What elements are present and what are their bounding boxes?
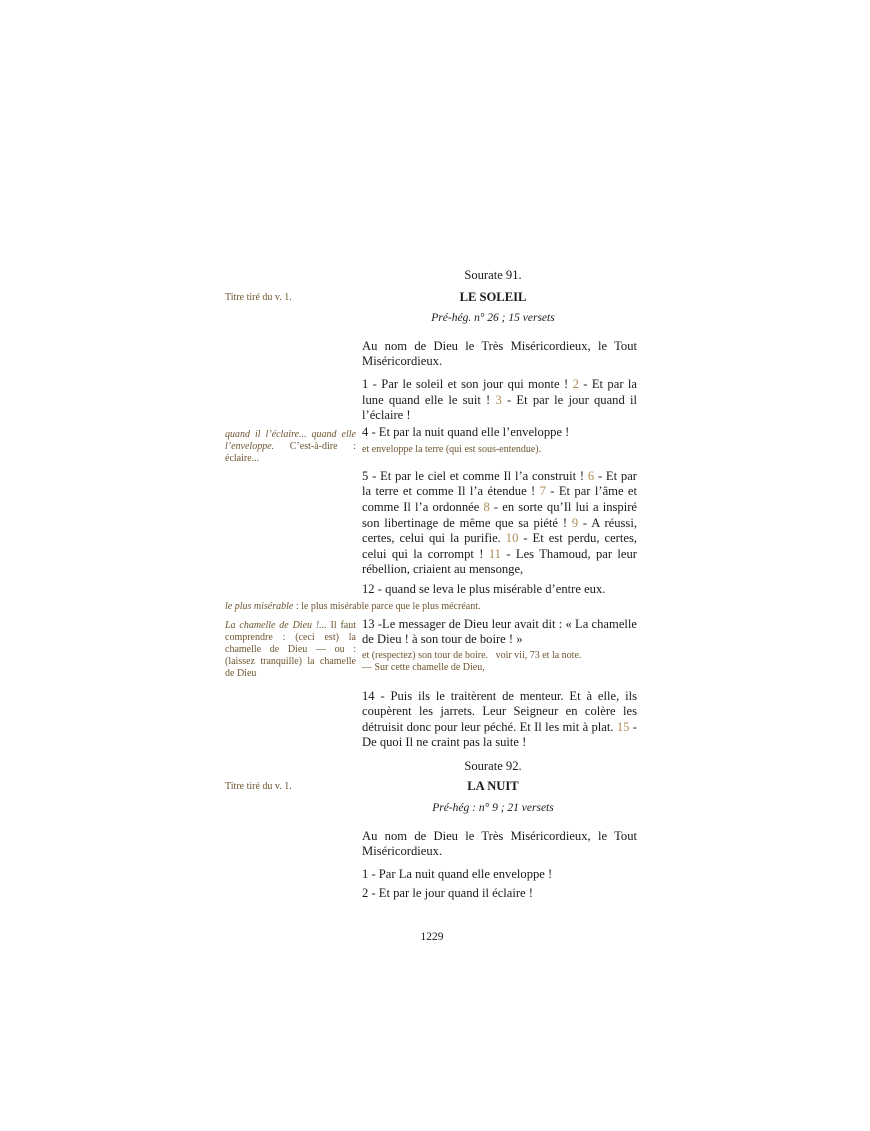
verse-text: - Et par la terre et comme Il l’a étendue ! [362,468,637,499]
surah-91-number: Sourate 91. [464,268,522,282]
verse-91-13: 13 -Le messager de Dieu leur avait dit : « La chamelle de Dieu ! à son tour de boire ! » [362,616,637,647]
verse-number: 11 [488,546,501,561]
surah-92-number: Sourate 92. [464,758,522,773]
verse-number: 7 [539,484,546,499]
basmala-91: Au nom de Dieu le Très Miséricordieux, le Tout Miséricordieux. [362,338,637,369]
margin-note-4 [225,429,356,465]
note-term: quand il l’éclaire... quand elle l’enveloppe. [225,428,356,452]
verse-text: - Et par l’âme et comme Il l’a ordonnée [362,484,638,514]
basmala-92: Au nom de Dieu le Très Miséricordieux, le Tout Miséricordieux. [362,828,637,859]
verse-92-1: 1 - Par La nuit quand elle enveloppe ! [362,866,553,881]
verse-91-12: 12 - quand se leva le plus misérable d’entre eux. [362,581,606,596]
verse-text: - Et par le jour quand il l’éclaire ! [362,392,637,423]
verse-text: - Et par la lune quand elle le suit ! [362,376,637,407]
note-12 [225,601,637,613]
verse-number: 8 [483,499,490,514]
verse-92-2: 2 - Et par le jour quand il éclaire ! [362,886,533,901]
verse-number: 3 [495,392,502,407]
note-text: et (respectez) son tour de boire. [362,649,489,661]
verse-number: 6 [587,468,595,483]
page-number: 1229 [420,931,444,944]
surah-92-title: LA NUIT [467,779,519,794]
verse-text: - De quoi Il ne craint pas la suite ! [362,719,637,750]
surah-92-meta: Pré-hég : n° 9 ; 21 versets [432,802,554,815]
note-text: : le plus misérable parce que le plus mécréant. [293,600,481,612]
verse-text: 5 - Et par le ciel et comme Il l’a construit ! [362,468,588,483]
verse-text: - A réussi, certes, celui qui la purifie. [362,515,637,546]
verse-number: 15 [616,719,630,734]
margin-note-title-92: Titre tiré du v. 1. [225,781,292,793]
note-term: La chamelle de Dieu !... [225,619,327,631]
verse-text: - Et est perdu, certes, celui qui la corrompt ! [362,531,637,561]
note-reference: voir vii, 73 et la note. [495,649,582,661]
verse-text: 14 - Puis ils le traitèrent de menteur. Et à elle, ils coupèrent les jarrets. Leur Seigneur en colère les détruisit donc pour leur péché. Et Il les mit à plat. [362,688,637,734]
verse-number: 9 [571,515,579,530]
verse-text: 1 - Par le soleil et son jour qui monte ! [362,376,573,391]
verses-91-5-11 [362,469,637,578]
verses-91-14-15 [362,689,637,751]
verse-91-4: 4 - Et par la nuit quand elle l’enveloppe ! [362,424,570,439]
surah-91-title: LE SOLEIL [459,289,527,304]
inline-note-13 [362,650,637,662]
verses-91-1-3 [362,377,637,424]
page-content [225,268,637,946]
inline-note-13b: — Sur cette chamelle de Dieu, [362,661,485,673]
note-term: le plus misérable [225,600,294,612]
note-text: Il faut comprendre : (ceci est) la chamelle de Dieu — ou : (laissez tranquille) la chamelle de Dieu [225,619,356,679]
verse-number: 10 [505,531,519,546]
surah-91-meta: Pré-hég. n° 26 ; 15 versets [431,312,555,325]
verse-text: - en sorte qu’Il lui a inspiré son libertinage de même que sa piété ! [362,499,637,530]
verse-number: 2 [572,376,579,391]
margin-note-13 [225,620,356,680]
verse-text: - Les Thamoud, par leur rébellion, criaient au mensonge, [362,546,637,577]
inline-note-4: et enveloppe la terre (qui est sous-entendue). [362,444,542,456]
note-text: C’est-à-dire : éclaire... [225,440,356,464]
margin-note-title-91: Titre tiré du v. 1. [225,291,292,303]
